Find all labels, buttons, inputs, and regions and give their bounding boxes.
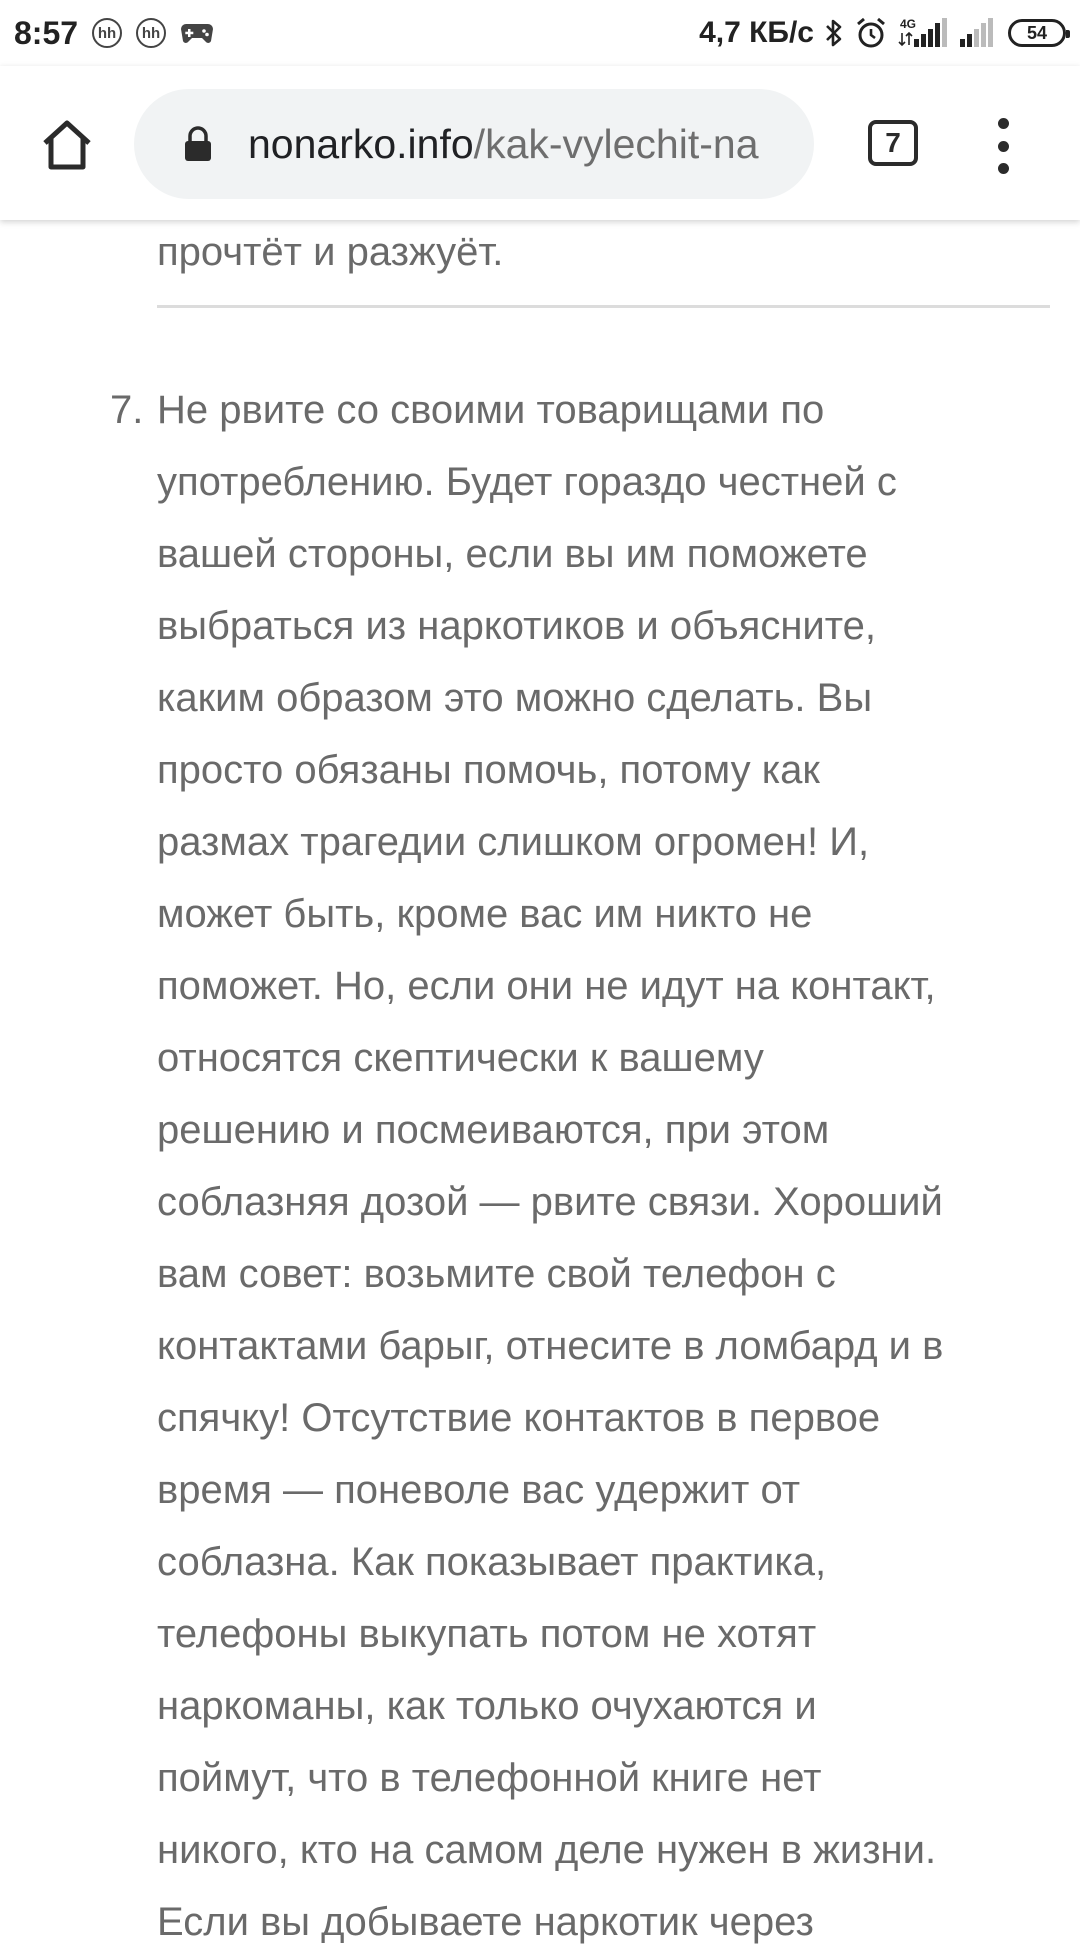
- paragraph-line: каким образом это можно сделать. Вы: [157, 676, 873, 720]
- hh-app-icon: hh: [136, 18, 166, 48]
- paragraph-line: наркоманы, как только очухаются и: [157, 1684, 817, 1728]
- paragraph-line: выбраться из наркотиков и объясните,: [157, 604, 876, 648]
- lock-icon: [182, 126, 214, 162]
- url-path: /kak-vylechit-na: [473, 120, 759, 167]
- status-bar: [0, 0, 1080, 66]
- paragraph-line: время — поневоле вас удержит от: [157, 1468, 801, 1512]
- browser-toolbar: [0, 66, 1080, 220]
- gamepad-icon: [180, 20, 214, 46]
- list-item-number: 7.: [110, 388, 144, 432]
- paragraph-line: никого, кто на самом деле нужен в жизни.: [157, 1828, 937, 1872]
- hh-app-icon: hh: [92, 18, 122, 48]
- url-text: [248, 121, 759, 168]
- divider: [157, 305, 1050, 308]
- paragraph-line: размах трагедии слишком огромен! И,: [157, 820, 870, 864]
- network-type-label: 4G: [900, 17, 917, 31]
- bluetooth-icon: [824, 17, 844, 49]
- status-time: 8:57: [14, 14, 79, 51]
- paragraph-line: поймут, что в телефонной книге нет: [157, 1756, 822, 1800]
- menu-dot: [998, 118, 1009, 129]
- signal-icon: [958, 17, 998, 49]
- alarm-icon: [854, 16, 888, 50]
- battery-icon: 54: [1008, 19, 1066, 47]
- list-item-text: [157, 374, 1057, 1958]
- status-bar-left: [14, 15, 214, 52]
- menu-dot: [998, 163, 1009, 174]
- paragraph-line: поможет. Но, если они не идут на контакт,: [157, 964, 936, 1008]
- paragraph-line: вам совет: возьмите свой телефон с: [157, 1252, 836, 1296]
- url-domain: nonarko.info: [248, 120, 474, 167]
- paragraph-line: относятся скептически к вашему: [157, 1036, 764, 1080]
- network-speed: 4,7 КБ/с: [699, 16, 814, 49]
- paragraph-line: спячку! Отсутствие контактов в первое: [157, 1396, 881, 1440]
- paragraph-line: телефоны выкупать потом не хотят: [157, 1612, 817, 1656]
- home-button[interactable]: [32, 110, 102, 180]
- paragraph-line: Если вы добываете наркотик через: [157, 1900, 814, 1944]
- paragraph-line: просто обязаны помочь, потому как: [157, 748, 820, 792]
- paragraph-line: Не рвите со своими товарищами по: [157, 388, 825, 432]
- paragraph-line: соблазняя дозой — рвите связи. Хороший: [157, 1180, 943, 1224]
- overflow-menu-button[interactable]: [988, 118, 1018, 174]
- page-content: [0, 220, 1080, 1944]
- paragraph-line: контактами барыг, отнесите в ломбард и в: [157, 1324, 944, 1368]
- previous-item-tail: прочтёт и разжуёт.: [157, 230, 504, 274]
- address-bar[interactable]: [134, 89, 814, 199]
- home-icon: [40, 119, 94, 171]
- paragraph-line: вашей стороны, если вы им поможете: [157, 532, 868, 576]
- paragraph-line: решению и посмеиваются, при этом: [157, 1108, 830, 1152]
- paragraph-line: употреблению. Будет гораздо честней с: [157, 460, 897, 504]
- paragraph-line: соблазна. Как показывает практика,: [157, 1540, 827, 1584]
- status-bar-right: [699, 16, 1066, 50]
- tab-switcher-button[interactable]: 7: [868, 120, 918, 166]
- menu-dot: [998, 141, 1009, 152]
- paragraph-line: может быть, кроме вас им никто не: [157, 892, 813, 936]
- signal-4g-icon: [898, 17, 948, 49]
